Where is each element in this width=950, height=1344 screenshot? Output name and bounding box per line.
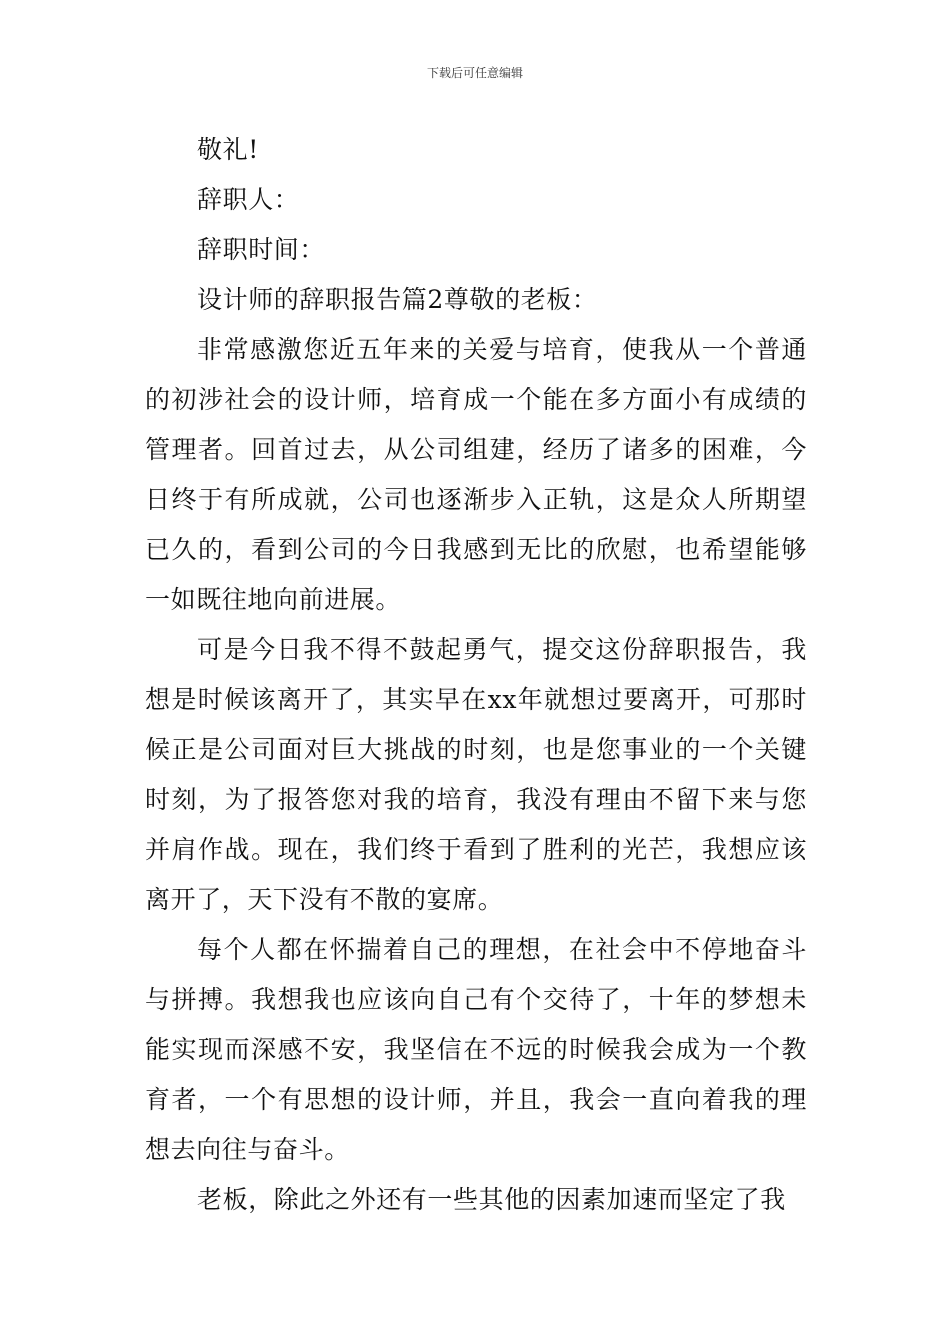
resignation-date-line: 辞职时间：	[197, 235, 326, 264]
paragraph-gratitude: 非常感激您近五年来的关爱与培育，使我从一个普通的初涉社会的设计师，培育成一个能在多方面小有成绩的管理者。回首过去，从公司组建，经历了诸多的困难，今日终于有所成就，公司也逐渐步入正轨，这是众人所期望已久的，看到公司的今日我感到无比的欣慰，也希望能够一如既往地向前进展。	[145, 335, 807, 614]
paragraph-ideals: 每个人都在怀揣着自己的理想，在社会中不停地奋斗与拼搏。我想我也应该向自己有个交待了，十年的梦想未能实现而深感不安，我坚信在不远的时候我会成为一个教育者，一个有思想的设计师，并且，我会一直向着我的理想去向往与奋斗。	[145, 935, 807, 1164]
paragraph-decision: 可是今日我不得不鼓起勇气，提交这份辞职报告，我想是时候该离开了，其实早在xx年就想过要离开，可那时候正是公司面对巨大挑战的时刻，也是您事业的一个关键时刻，为了报答您对我的培育，我没有理由不留下来与您并肩作战。现在，我们终于看到了胜利的光芒，我想应该离开了，天下没有不散的宴席。	[145, 635, 807, 914]
document-body	[145, 125, 807, 1225]
paragraph-other-reasons: 老板，除此之外还有一些其他的因素加速而坚定了我	[197, 1185, 786, 1214]
section-title: 设计师的辞职报告篇2尊敬的老板：	[197, 285, 598, 314]
resigner-line: 辞职人：	[197, 185, 300, 214]
page-header: 下载后可任意编辑	[426, 66, 523, 80]
closing-salutation: 敬礼!	[197, 135, 259, 164]
